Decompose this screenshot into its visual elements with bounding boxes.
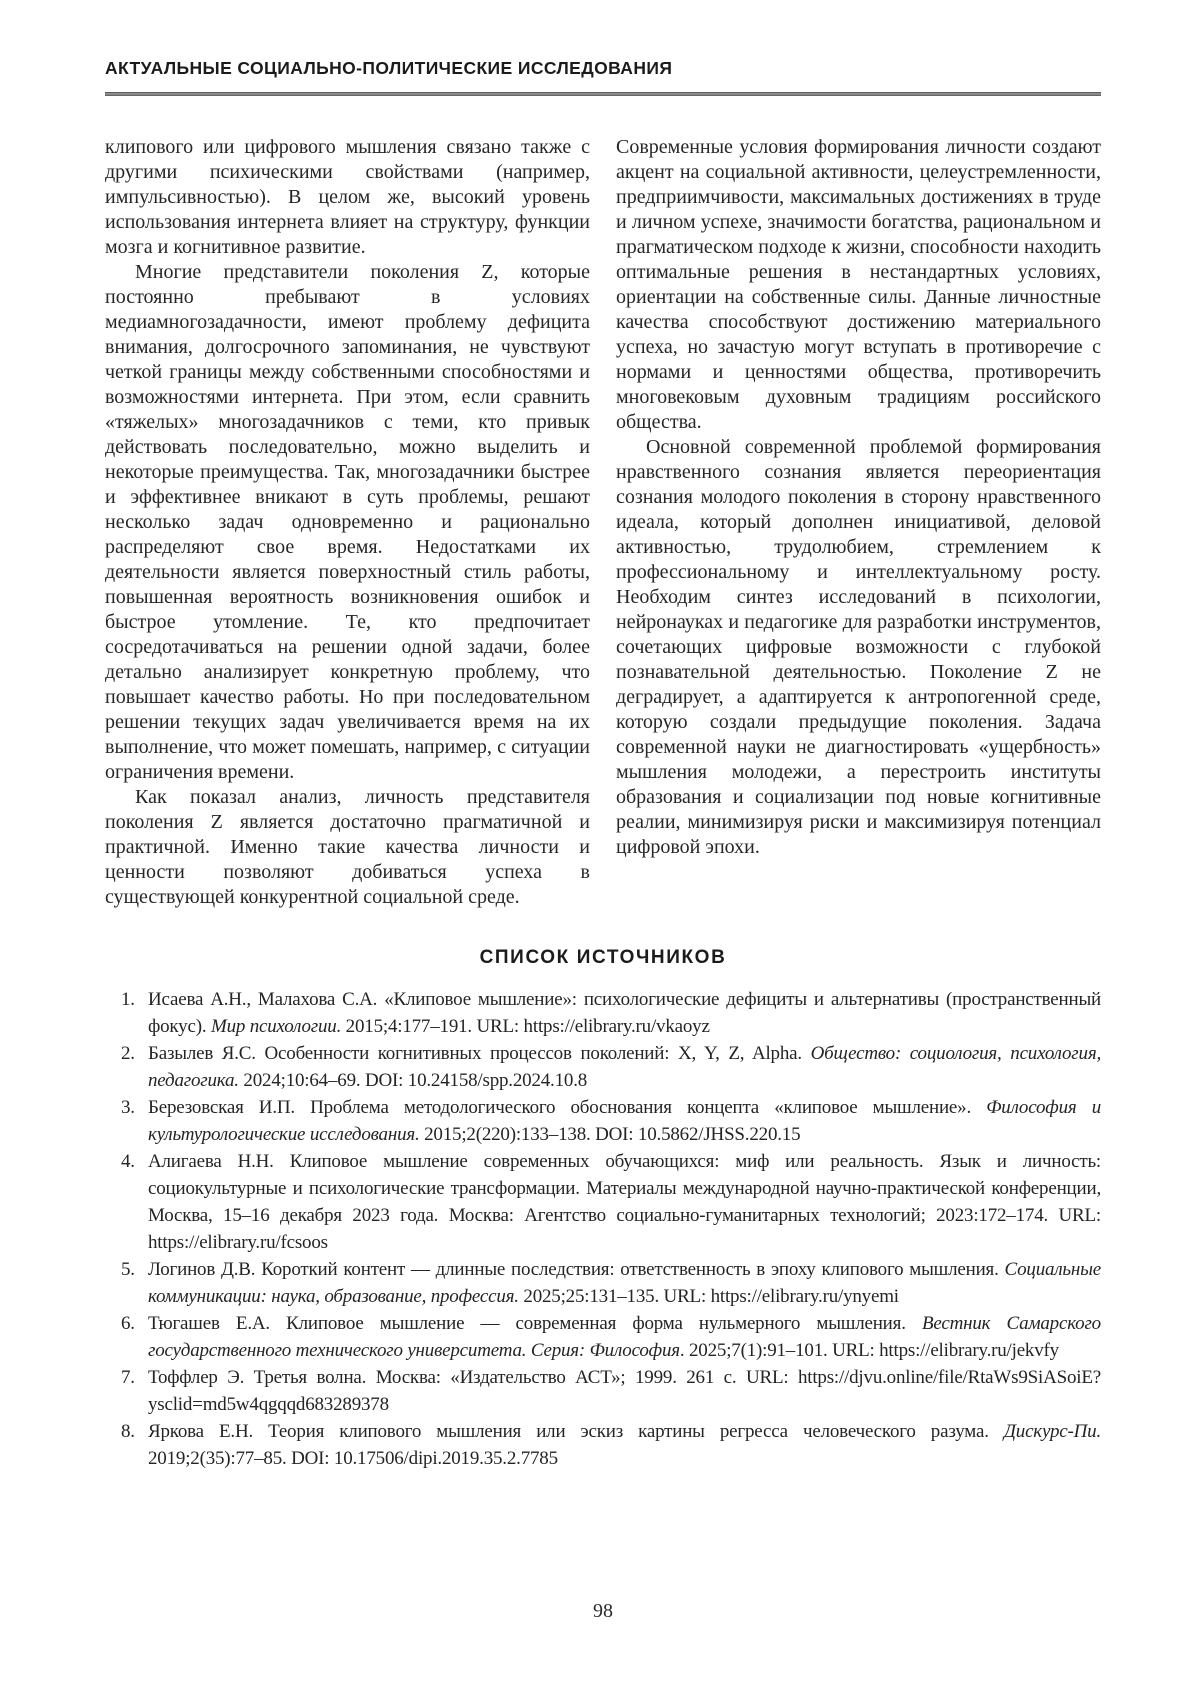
reference-source-italic: Философия и культурологические исследования.: [148, 1097, 1101, 1145]
reference-text-segment: 2025;25:131–135. URL: https://elibrary.ru/ynyemi: [518, 1286, 899, 1307]
reference-text: [148, 1421, 1101, 1469]
reference-source-italic: Общество: социология, психология, педагогика.: [148, 1043, 1101, 1091]
reference-number: 3.: [121, 1097, 135, 1118]
reference-text-segment: Логинов Д.В. Короткий контент — длинные последствия: ответственность в эпоху клипового мышления.: [148, 1259, 1005, 1280]
reference-text-segment: 2015;2(220):133–138. DOI: 10.5862/JHSS.220.15: [419, 1124, 801, 1145]
reference-source-italic: Мир психологии.: [210, 1016, 342, 1037]
reference-source-italic: Дискурс-Пи.: [1003, 1421, 1101, 1442]
reference-text-segment: Березовская И.П. Проблема методологического обоснования концепта «клиповое мышление».: [148, 1097, 987, 1118]
reference-number: 7.: [121, 1367, 135, 1388]
reference-text-segment: Тюгашев Е.А. Клиповое мышление — современная форма нульмерного мышления.: [148, 1313, 922, 1334]
page-footer: [105, 1600, 1101, 1697]
reference-item: [105, 986, 1101, 1040]
body-paragraph: Основной современной проблемой формирования нравственного сознания является переориентация сознания молодого поколения в сторону нравственного идеала, который дополнен инициативой, деловой активностью, трудолюбием, стремлением к профессиональному и интеллектуальному росту. Необходим синтез исследований в психологии, нейронауках и педагогике для разработки инструментов, сочетающих цифровые возможности с глубокой познавательной деятельностью. Поколение Z не деградирует, а адаптируется к антропогенной среде, которую создали предыдущие поколения. Задача современной науки не диагностировать «ущербность» мышления молодежи, а перестроить институты образования и социализации под новые когнитивные реалии, минимизируя риски и максимизируя потенциал цифровой эпохи.: [616, 436, 1101, 858]
reference-text: [148, 1043, 1101, 1091]
reference-text-segment: Яркова Е.Н. Теория клипового мышления или эскиз картины регресса человеческого разума.: [148, 1421, 1004, 1442]
page-header: [105, 58, 1101, 96]
reference-item: [105, 1148, 1101, 1256]
reference-item: [105, 1256, 1101, 1310]
reference-text: [148, 1259, 1101, 1307]
reference-text: [148, 1367, 1101, 1415]
body-paragraph: Как показал анализ, личность представителя поколения Z является достаточно прагматичной и практичной. Именно такие качества личности и ценности позволяют добиваться успеха в существующей конкурентной социальной среде.: [105, 786, 590, 908]
body-paragraph: клипового или цифрового мышления связано также с другими психическими свойствами (например, импульсивностью). В целом же, высокий уровень использования интернета влияет на структуру, функции мозга и когнитивное развитие.: [105, 136, 590, 258]
reference-text: [148, 1313, 1101, 1361]
reference-number: 4.: [121, 1151, 135, 1172]
references-heading: СПИСОК ИСТОЧНИКОВ: [479, 947, 727, 968]
references-list: [105, 986, 1101, 1472]
reference-text-segment: . 2025;7(1):91–101. URL: https://elibrary.ru/jekvfy: [679, 1340, 1059, 1361]
reference-text: [148, 1097, 1101, 1145]
reference-source-italic: Вестник Самарского государственного технического университета. Серия: Философия: [148, 1313, 1101, 1361]
reference-item: [105, 1094, 1101, 1148]
reference-number: 2.: [121, 1043, 135, 1064]
body-paragraph: Современные условия формирования личности создают акцент на социальной активности, целеустремленности, предприимчивости, максимальных достижениях в труде и личном успехе, значимости богатства, рациональном и прагматическом подходе к жизни, способности находить оптимальные решения в нестандартных условиях, ориентации на собственные силы. Данные личностные качества способствуют достижению материального успеха, но зачастую могут вступать в противоречие с нормами и ценностями общества, противоречить многовековым духовным традициям российского общества.: [616, 136, 1101, 433]
reference-text-segment: Базылев Я.С. Особенности когнитивных процессов поколений: X, Y, Z, Alpha.: [148, 1043, 811, 1064]
reference-item: [105, 1418, 1101, 1472]
reference-text-segment: Исаева А.Н., Малахова С.А. «Клиповое мышление»: психологические дефициты и альтернативы (пространственный фокус).: [148, 989, 1101, 1037]
header-rule: [105, 92, 1101, 96]
reference-text: [148, 989, 1101, 1037]
page-number: 98: [593, 1600, 613, 1622]
reference-item: [105, 1364, 1101, 1418]
reference-text-segment: 2015;4:177–191. URL: https://elibrary.ru/vkaoyz: [341, 1016, 710, 1037]
references-section: [105, 910, 1101, 1472]
reference-text-segment: Тоффлер Э. Третья волна. Москва: «Издательство АСТ»; 1999. 261 с. URL: https://djvu.online/file/RtaWs9SiASoiE?ysclid=md5w4qgqqd683289378: [148, 1367, 1101, 1415]
reference-number: 1.: [121, 989, 135, 1010]
article-body: [105, 135, 1101, 910]
reference-text-segment: 2019;2(35):77–85. DOI: 10.17506/dipi.2019.35.2.7785: [148, 1448, 558, 1469]
reference-number: 6.: [121, 1313, 135, 1334]
reference-text-segment: 2024;10:64–69. DOI: 10.24158/spp.2024.10.8: [238, 1070, 588, 1091]
running-head: АКТУАЛЬНЫЕ СОЦИАЛЬНО-ПОЛИТИЧЕСКИЕ ИССЛЕДОВАНИЯ: [105, 58, 673, 78]
reference-source-italic: Социальные коммуникации: наука, образование, профессия.: [148, 1259, 1101, 1307]
reference-item: [105, 1310, 1101, 1364]
reference-number: 5.: [121, 1259, 135, 1280]
reference-text-segment: Алигаева Н.Н. Клиповое мышление современных обучающихся: миф или реальность. Язык и личность: социокультурные и психологические трансформации. Материалы международной научно-практической конференции, Москва, 15–16 декабря 2023 года. Москва: Агентство социально-гуманитарных технологий; 2023:172–174. URL: https://elibrary.ru/fcsoos: [148, 1151, 1101, 1253]
reference-text: [148, 1151, 1101, 1253]
reference-item: [105, 1040, 1101, 1094]
left-column: [105, 135, 590, 910]
right-column: [616, 135, 1101, 910]
body-paragraph: Многие представители поколения Z, которые постоянно пребывают в условиях медиамногозадачности, имеют проблему дефицита внимания, долгосрочного запоминания, не чувствуют четкой границы между собственными способностями и возможностями интернета. При этом, если сравнить «тяжелых» многозадачников с теми, кто привык действовать последовательно, можно выделить и некоторые преимущества. Так, многозадачники быстрее и эффективнее вникают в суть проблемы, решают несколько задач одновременно и рационально распределяют свое время. Недостатками их деятельности является поверхностный стиль работы, повышенная вероятность возникновения ошибок и быстрое утомление. Те, кто предпочитает сосредотачиваться на решении одной задачи, более детально анализирует конкретную проблему, что повышает качество работы. Но при последовательном решении текущих задач увеличивается время на их выполнение, что может помешать, например, с ситуации ограничения времени.: [105, 261, 590, 783]
reference-number: 8.: [121, 1421, 135, 1442]
